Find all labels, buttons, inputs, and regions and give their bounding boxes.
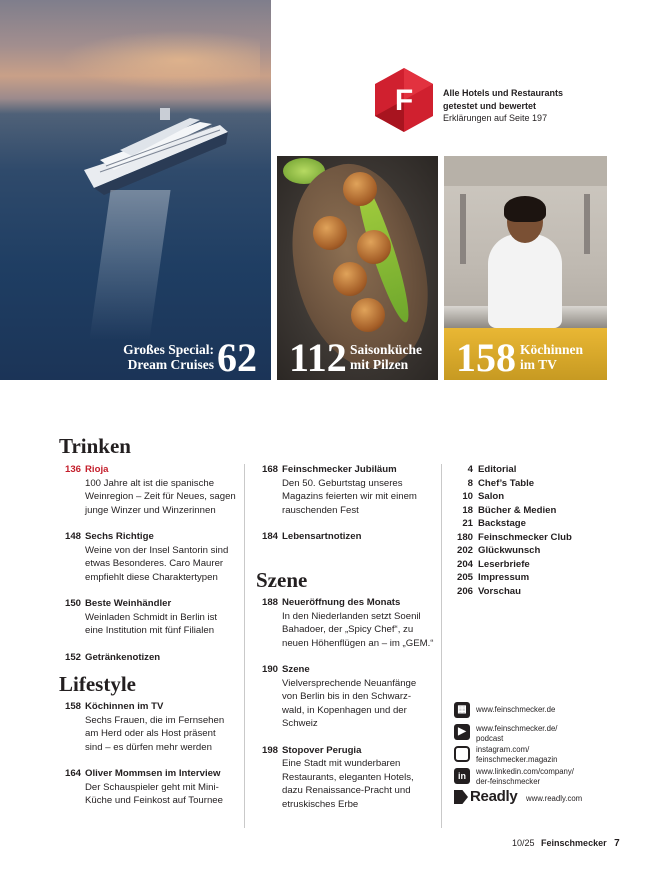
toc-title: Oliver Mommsen im Interview — [85, 768, 221, 779]
fritter — [333, 262, 367, 296]
toc-description-line: empfiehlt diese Charaktertypen — [85, 571, 218, 583]
toc-title: Beste Weinhändler — [85, 598, 172, 609]
fritter — [351, 298, 385, 332]
column-divider — [441, 464, 442, 828]
toc-title: Szene — [282, 664, 310, 675]
fritter — [313, 216, 347, 250]
index-item[interactable] — [447, 585, 607, 599]
toc-entry-heading — [256, 463, 436, 477]
index-item[interactable] — [447, 558, 607, 572]
logo-caption-line1: Alle Hotels und Restaurants — [443, 88, 564, 98]
toc-description-line: neuen Höhenflügen an – im „GEM.“ — [282, 637, 434, 649]
toc-page-number: 150 — [64, 598, 81, 609]
toc-entry-heading — [256, 596, 436, 610]
toc-entry[interactable] — [256, 663, 436, 731]
chef-hair — [504, 196, 546, 222]
page-footer — [512, 838, 620, 849]
section-heading-trinken: Trinken — [59, 434, 131, 458]
toc-description-line: Weinregion – Zeit für Neues, sagen — [85, 491, 236, 502]
podcast-link-line2: podcast — [476, 733, 504, 743]
toc-description-line: eine Institution mit fünf Filialen — [85, 625, 215, 636]
toc-page-number: 158 — [64, 701, 81, 712]
toc-description-line: von Berlin bis in den Schwarz- — [282, 691, 412, 702]
middle-list — [256, 463, 436, 557]
toc-description-line: junge Winzer und Winzerinnen — [85, 504, 216, 516]
food-caption-line2: mit Pilzen — [350, 357, 409, 372]
toc-description-line: Sechs Frauen, die im Fernsehen — [85, 714, 225, 726]
linkedin-link[interactable] — [476, 767, 574, 786]
toc-description-line: Bahadoer, der „Spicy Chef“, zu — [282, 624, 414, 635]
magazine-name: Feinschmecker — [541, 838, 607, 848]
cruise-caption-line2: Dream Cruises — [127, 357, 214, 372]
cruise-caption — [114, 342, 214, 372]
index-page-number: 202 — [456, 545, 473, 556]
regular-sections-index — [447, 463, 607, 598]
toc-description-line: sind – es dürfen mehr werden — [85, 741, 212, 753]
index-page-number: 4 — [467, 464, 473, 475]
index-page-number: 206 — [456, 585, 473, 597]
linkedin-link-line2: der-feinschmecker — [476, 776, 541, 786]
index-title: Glückwunsch — [478, 545, 541, 556]
chefs-caption — [520, 342, 583, 372]
toc-description-line: In den Niederlanden setzt Soenil — [282, 610, 421, 622]
toc-description-line: dazu Renaissance-Pracht und — [282, 785, 411, 796]
index-title: Bücher & Medien — [478, 504, 557, 516]
index-title: Leserbriefe — [478, 558, 530, 570]
instagram-link-line2: feinschmecker.magazin — [476, 754, 558, 764]
szene-list — [256, 596, 436, 824]
index-item[interactable] — [447, 463, 607, 477]
toc-entry-heading — [59, 463, 239, 477]
podcast-icon: ▶ — [454, 724, 470, 740]
chefs-page-number[interactable]: 158 — [456, 335, 516, 380]
lifestyle-list — [59, 700, 239, 821]
toc-entry-heading — [59, 530, 239, 544]
toc-title: Lebensartnotizen — [282, 531, 362, 542]
toc-title: Feinschmecker Jubiläum — [282, 464, 397, 475]
toc-page-number: 184 — [261, 531, 278, 542]
instagram-link-line1: instagram.com/ — [476, 745, 530, 754]
chef-jacket — [488, 234, 562, 328]
index-page-number: 204 — [456, 558, 473, 570]
cruise-page-number[interactable]: 62 — [217, 335, 257, 380]
index-item[interactable] — [447, 517, 607, 531]
toc-entry-heading — [59, 651, 239, 665]
toc-entry-heading — [256, 663, 436, 677]
toc-page-number: 190 — [261, 664, 278, 675]
podcast-link[interactable] — [476, 724, 557, 743]
toc-entry[interactable] — [59, 651, 239, 665]
toc-entry-heading — [59, 767, 239, 781]
index-item[interactable] — [447, 504, 607, 518]
index-title: Salon — [478, 491, 505, 502]
kitchen-hood — [444, 156, 607, 186]
chef-photo — [444, 156, 607, 380]
toc-entry[interactable] — [59, 767, 239, 808]
section-heading-szene: Szene — [256, 568, 308, 592]
trinken-list — [59, 463, 239, 677]
toc-description-line: etruskisches Erbe — [282, 798, 359, 810]
index-page-number: 180 — [456, 531, 473, 543]
section-heading-lifestyle: Lifestyle — [59, 672, 136, 696]
toc-title: Getränkenotizen — [85, 651, 161, 663]
toc-description-line: etwas Besonderes. Caro Maurer — [85, 558, 224, 569]
index-page-number: 21 — [462, 518, 473, 529]
podcast-link-line1: www.feinschmecker.de/ — [476, 724, 558, 733]
toc-entry[interactable] — [256, 463, 436, 517]
toc-page-number: 198 — [261, 744, 278, 756]
column-divider — [244, 464, 245, 828]
index-page-number: 18 — [462, 504, 473, 516]
toc-entry-heading — [59, 700, 239, 714]
chefs-caption-line2: im TV — [520, 357, 557, 372]
index-page-number: 10 — [462, 491, 473, 502]
toc-entry[interactable] — [59, 463, 239, 517]
toc-title: Sechs Richtige — [85, 531, 154, 542]
index-title: Chef’s Table — [478, 477, 535, 489]
issue-number: 10/25 — [512, 838, 535, 848]
instagram-link[interactable] — [476, 745, 557, 764]
ship-wake — [89, 190, 170, 340]
toc-entry[interactable] — [59, 597, 239, 638]
toc-entry[interactable] — [256, 596, 436, 650]
linkedin-icon: in — [454, 768, 470, 784]
index-title: Feinschmecker Club — [478, 531, 572, 543]
food-page-number[interactable]: 112 — [289, 335, 347, 380]
toc-description-line: Den 50. Geburtstag unseres — [282, 477, 403, 489]
instagram-icon — [454, 746, 470, 762]
toc-page-number: 136 — [64, 464, 81, 475]
toc-description-line: Schweiz — [282, 718, 318, 729]
index-title: Editorial — [478, 464, 517, 475]
logo-caption-line2: getestet und bewertet — [443, 100, 537, 111]
index-title: Impressum — [478, 572, 530, 583]
toc-description-line: Vielversprechende Neuanfänge — [282, 677, 417, 689]
index-item[interactable] — [447, 490, 607, 504]
hanging-utensil — [460, 194, 466, 264]
index-item[interactable] — [447, 544, 607, 558]
website-link[interactable]: www.feinschmecker.de — [476, 705, 556, 714]
cruise-ship-illustration — [80, 100, 230, 195]
toc-entry[interactable] — [256, 530, 436, 544]
cruise-photo — [0, 0, 271, 380]
toc-page-number: 152 — [64, 651, 81, 663]
logo-caption — [443, 87, 563, 125]
readly-link[interactable]: www.readly.com — [526, 794, 583, 803]
index-item[interactable] — [447, 571, 607, 585]
logo-caption-line3: Erklärungen auf Seite 197 — [443, 113, 548, 123]
toc-title: Neueröffnung des Monats — [282, 597, 401, 608]
toc-entry[interactable] — [59, 530, 239, 584]
toc-description-line: am Herd oder als Host präsent — [85, 728, 216, 739]
logo-letter: F — [394, 84, 414, 117]
toc-title: Stopover Perugia — [282, 744, 362, 756]
index-title: Backstage — [478, 518, 526, 529]
toc-description-line: rauschenden Fest — [282, 504, 359, 516]
fritter — [357, 230, 391, 264]
food-caption-line1: Saisonküche — [350, 342, 423, 357]
website-icon: ▦ — [454, 702, 470, 718]
readly-logo-text: Readly — [470, 788, 518, 805]
toc-page-number: 188 — [261, 597, 278, 608]
toc-entry[interactable] — [256, 744, 436, 812]
toc-description-line: Restaurants, eleganten Hotels, — [282, 771, 414, 783]
fritter — [343, 172, 377, 206]
toc-description-line: Magazins feierten wir mit einem — [282, 491, 417, 502]
toc-entry-heading — [59, 597, 239, 611]
toc-title: Köchinnen im TV — [85, 701, 164, 712]
toc-entry-heading — [256, 744, 436, 758]
toc-page-number: 168 — [261, 464, 278, 475]
hanging-utensil — [584, 194, 590, 254]
toc-description-line: Eine Stadt mit wunderbaren — [282, 758, 401, 769]
mushroom-dish-photo — [277, 156, 438, 380]
readly-icon — [454, 790, 468, 804]
toc-title: Rioja — [85, 464, 109, 475]
page-number: 7 — [614, 838, 620, 849]
feinschmecker-f-logo-icon — [373, 66, 435, 134]
index-page-number: 8 — [467, 477, 473, 489]
toc-page-number: 164 — [64, 768, 81, 779]
index-page-number: 205 — [456, 572, 473, 583]
index-item[interactable] — [447, 531, 607, 545]
linkedin-link-line1: www.linkedin.com/company/ — [476, 767, 574, 776]
toc-description-line: Küche und Feinkost auf Tournee — [85, 795, 223, 806]
toc-description-line: Weinladen Schmidt in Berlin ist — [85, 611, 218, 623]
index-title: Vorschau — [478, 585, 522, 597]
toc-description-line: Der Schauspieler geht mit Mini- — [85, 781, 219, 793]
food-caption — [350, 342, 422, 372]
toc-page-number: 148 — [64, 531, 81, 542]
index-item[interactable] — [447, 477, 607, 491]
toc-description-line: 100 Jahre alt ist die spanische — [85, 477, 215, 489]
chefs-caption-line1: Köchinnen — [520, 342, 584, 357]
sunset-glow — [60, 30, 260, 90]
toc-description-line: wald, in Kopenhagen und der — [282, 704, 407, 716]
toc-entry[interactable] — [59, 700, 239, 754]
toc-description-line: Weine von der Insel Santorin sind — [85, 544, 229, 556]
toc-entry-heading — [256, 530, 436, 544]
cruise-caption-line1: Großes Special: — [123, 342, 214, 357]
